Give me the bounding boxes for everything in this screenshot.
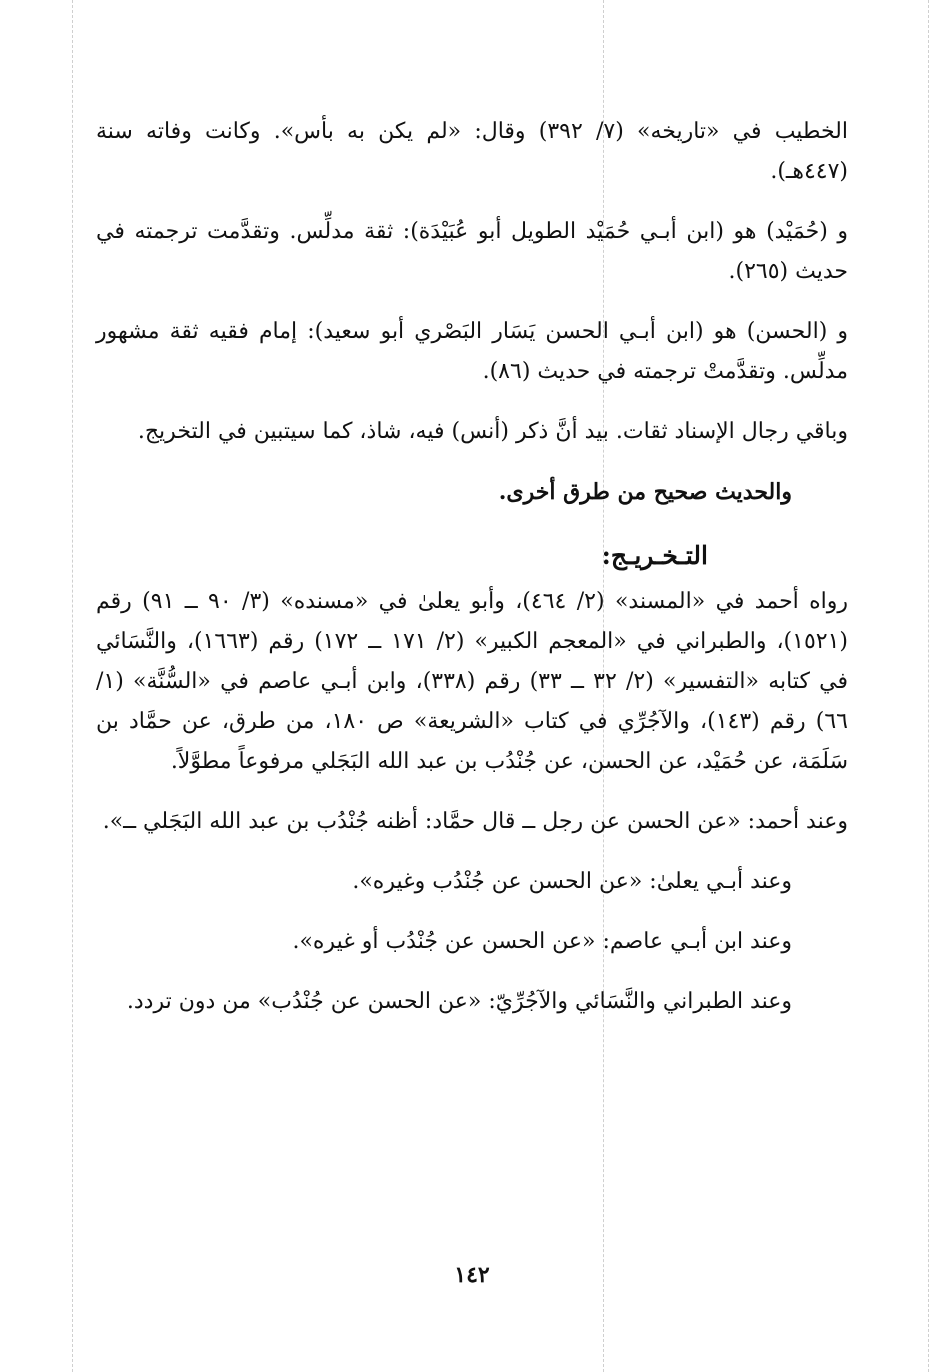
paragraph-humayd: و (حُمَيْد) هو (ابن أبـي حُمَيْد الطويل أبو عُبَيْدَة): ثقة مدلِّس. وتقدَّمت ترجمته في حديث (٢٦٥).: [96, 219, 848, 284]
paragraph-ibn-abi-asim-variant: وعند ابن أبـي عاصم: «عن الحسن عن جُنْدُب أو غيره».: [292, 929, 792, 954]
paragraph-ahmad-variant: وعند أحمد: «عن الحسن عن رجل ــ قال حمَّاد: أظنه جُنْدُب بن عبد الله البَجَلي ــ».: [102, 809, 848, 834]
paragraph-tabarani-variant: وعند الطبراني والنَّسَائي والآجُرِّيّ: «عن الحسن عن جُنْدُب» من دون تردد.: [126, 989, 792, 1014]
page-number: ١٤٢: [454, 1262, 490, 1288]
paragraph-takhrij-sources: رواه أحمد في «المسند» (٢/ ٤٦٤)، وأبو يعلىٰ في «مسنده» (٣/ ٩٠ ــ ٩١) رقم (١٥٢١)، والطبراني في «المعجم الكبير» (٢/ ١٧١ ــ ١٧٢) رقم (١٦٦٣)، والنَّسَائي في كتابه «التفسير» (٢/ ٣٢ ــ ٣٣) رقم (٣٣٨)، وابن أبـي عاصم في «السُّنَّة» (١/ ٦٦) رقم (١٤٣)، والآجُرِّي في كتاب «الشريعة» ص ١٨٠، من طرق، عن حمَّاد بن سَلَمَة، عن حُمَيْد، عن الحسن، عن جُنْدُب بن عبد الله البَجَلي مرفوعاً مطوَّلاً.: [96, 589, 849, 774]
paragraph-hasan: و (الحسن) هو (ابن أبـي الحسن يَسَار البَصْري أبو سعيد): إمام فقيه ثقة مشهور مدلِّس. وتقدَّمتْ ترجمته في حديث (٨٦).: [96, 319, 848, 384]
scan-guide-line-right: [928, 0, 929, 1372]
paragraph-narrator-death: الخطيب في «تاريخه» (٧/ ٣٩٢) وقال: «لم يكن به بأس». وكانت وفاته سنة (٤٤٧هـ).: [96, 119, 848, 184]
paragraph-isnad: وباقي رجال الإسناد ثقات. بيد أنَّ ذكر (أنس) فيه، شاذ، كما سيتبين في التخريج.: [137, 419, 848, 444]
paragraph-abu-yala-variant: وعند أبـي يعلىٰ: «عن الحسن عن جُنْدُب وغيره».: [352, 869, 792, 894]
scan-guide-line-left: [72, 0, 73, 1372]
section-heading-takhrij: التـخـريـج:: [601, 541, 708, 570]
hadith-verdict: والحديث صحيح من طرق أخرى.: [498, 479, 792, 505]
page-body-text: [96, 112, 848, 1042]
